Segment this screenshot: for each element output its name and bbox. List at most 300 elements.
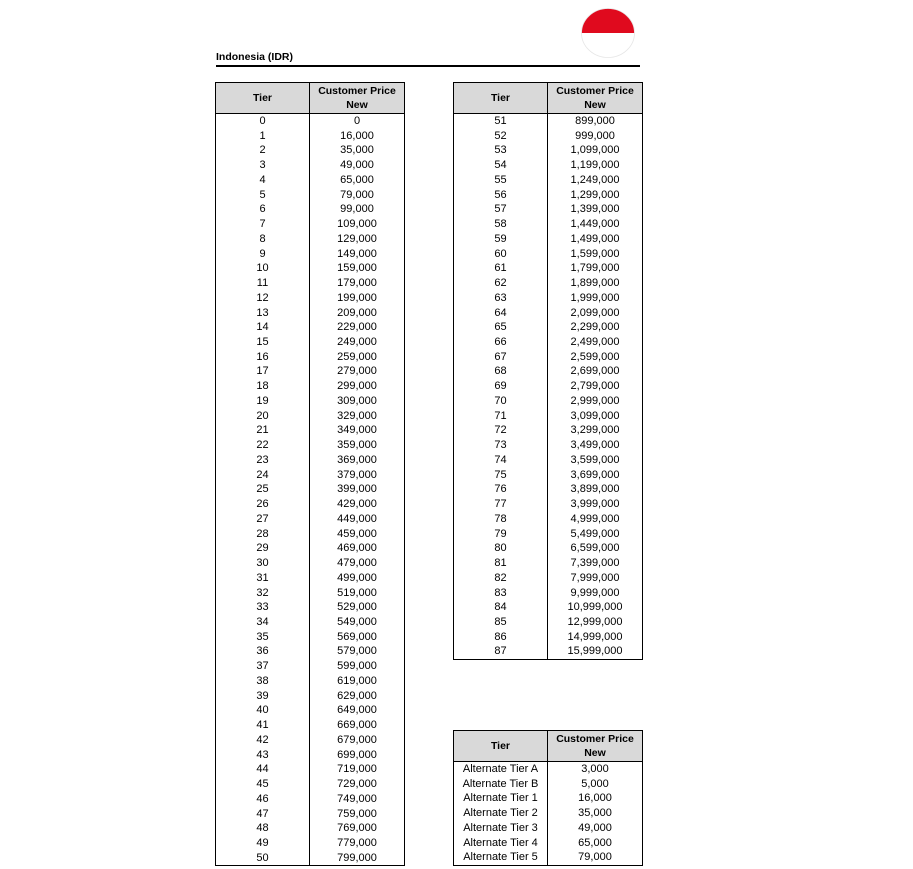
price-cell: 309,000 <box>310 394 405 409</box>
price-cell: 3,699,000 <box>548 468 643 483</box>
price-cell: 5,499,000 <box>548 527 643 542</box>
table-row <box>216 703 405 718</box>
table-row <box>454 586 643 601</box>
tier-cell: Alternate Tier 3 <box>454 821 548 836</box>
tier-cell: 30 <box>216 556 310 571</box>
table-row <box>216 291 405 306</box>
table-row <box>454 644 643 659</box>
price-cell: 3,299,000 <box>548 423 643 438</box>
tier-cell: 33 <box>216 600 310 615</box>
table-row <box>216 409 405 424</box>
price-cell: 10,999,000 <box>548 600 643 615</box>
table-row <box>216 512 405 527</box>
tier-cell: 22 <box>216 438 310 453</box>
tier-cell: 76 <box>454 482 548 497</box>
tier-cell: 23 <box>216 453 310 468</box>
price-cell: 99,000 <box>310 202 405 217</box>
price-cell: 1,999,000 <box>548 291 643 306</box>
table-row <box>454 482 643 497</box>
tier-cell: 32 <box>216 586 310 601</box>
tier-cell: 26 <box>216 497 310 512</box>
tier-cell: 85 <box>454 615 548 630</box>
table-row <box>216 129 405 144</box>
price-cell: 199,000 <box>310 291 405 306</box>
tier-cell: 34 <box>216 615 310 630</box>
table-row <box>454 217 643 232</box>
price-cell: 429,000 <box>310 497 405 512</box>
table-row <box>454 261 643 276</box>
table-row <box>454 850 643 865</box>
tier-cell: 84 <box>454 600 548 615</box>
tier-column-header: Tier <box>216 83 310 114</box>
tier-cell: 6 <box>216 202 310 217</box>
tier-cell: 69 <box>454 379 548 394</box>
tier-cell: Alternate Tier 1 <box>454 791 548 806</box>
tier-cell: 42 <box>216 733 310 748</box>
table-row <box>216 733 405 748</box>
tier-cell: 44 <box>216 762 310 777</box>
price-cell: 7,999,000 <box>548 571 643 586</box>
table-row <box>454 556 643 571</box>
tier-cell: Alternate Tier B <box>454 777 548 792</box>
table-row <box>216 468 405 483</box>
tier-cell: 10 <box>216 261 310 276</box>
table-row <box>216 630 405 645</box>
title-underline <box>216 65 640 67</box>
tier-cell: 63 <box>454 291 548 306</box>
table-row <box>216 762 405 777</box>
tier-cell: 71 <box>454 409 548 424</box>
table-row <box>216 261 405 276</box>
price-cell: 629,000 <box>310 689 405 704</box>
price-column-header <box>310 83 405 114</box>
table-row <box>454 497 643 512</box>
tier-cell: Alternate Tier 5 <box>454 850 548 865</box>
tier-cell: 50 <box>216 851 310 866</box>
price-cell: 569,000 <box>310 630 405 645</box>
tier-cell: Alternate Tier 4 <box>454 836 548 851</box>
tier-cell: 13 <box>216 306 310 321</box>
tier-cell: 28 <box>216 527 310 542</box>
tier-cell: 62 <box>454 276 548 291</box>
tier-cell: 57 <box>454 202 548 217</box>
price-cell: 16,000 <box>310 129 405 144</box>
table-row <box>216 306 405 321</box>
price-cell: 459,000 <box>310 527 405 542</box>
table-row <box>216 527 405 542</box>
price-cell: 579,000 <box>310 644 405 659</box>
tier-cell: 45 <box>216 777 310 792</box>
price-cell: 1,099,000 <box>548 143 643 158</box>
table-row <box>454 143 643 158</box>
tier-cell: 15 <box>216 335 310 350</box>
price-cell: 3,599,000 <box>548 453 643 468</box>
price-cell: 0 <box>310 114 405 129</box>
tier-cell: 27 <box>216 512 310 527</box>
price-cell: 65,000 <box>310 173 405 188</box>
tier-cell: 20 <box>216 409 310 424</box>
table-row <box>454 836 643 851</box>
table-row <box>454 114 643 129</box>
price-cell: 769,000 <box>310 821 405 836</box>
tier-cell: Alternate Tier 2 <box>454 806 548 821</box>
price-tier-table-left <box>215 82 405 866</box>
table-row <box>454 335 643 350</box>
tier-cell: Alternate Tier A <box>454 762 548 777</box>
tier-cell: 40 <box>216 703 310 718</box>
tier-cell: 48 <box>216 821 310 836</box>
tier-cell: 12 <box>216 291 310 306</box>
price-cell: 1,249,000 <box>548 173 643 188</box>
price-cell: 7,399,000 <box>548 556 643 571</box>
tier-cell: 41 <box>216 718 310 733</box>
price-cell: 3,499,000 <box>548 438 643 453</box>
table-row <box>454 453 643 468</box>
table-row <box>216 836 405 851</box>
table-row <box>454 202 643 217</box>
price-cell: 299,000 <box>310 379 405 394</box>
table-row <box>454 630 643 645</box>
table-row <box>454 364 643 379</box>
price-cell: 719,000 <box>310 762 405 777</box>
table-row <box>216 482 405 497</box>
table-row <box>454 394 643 409</box>
table-row <box>454 438 643 453</box>
table-row <box>454 571 643 586</box>
tier-cell: 5 <box>216 188 310 203</box>
tier-cell: 0 <box>216 114 310 129</box>
tier-cell: 55 <box>454 173 548 188</box>
table-row <box>216 659 405 674</box>
price-cell: 129,000 <box>310 232 405 247</box>
price-header-line2: New <box>346 99 368 111</box>
price-cell: 49,000 <box>310 158 405 173</box>
tier-cell: 36 <box>216 644 310 659</box>
indonesia-flag-icon <box>581 8 635 58</box>
table-row <box>216 188 405 203</box>
price-cell: 2,299,000 <box>548 320 643 335</box>
price-cell: 229,000 <box>310 320 405 335</box>
table-row <box>454 409 643 424</box>
tier-cell: 66 <box>454 335 548 350</box>
price-cell: 79,000 <box>548 850 643 865</box>
table-row <box>454 129 643 144</box>
price-cell: 249,000 <box>310 335 405 350</box>
price-cell: 1,799,000 <box>548 261 643 276</box>
tier-cell: 75 <box>454 468 548 483</box>
table-row <box>454 615 643 630</box>
price-cell: 1,299,000 <box>548 188 643 203</box>
price-cell: 549,000 <box>310 615 405 630</box>
price-tier-table-right <box>453 82 643 660</box>
tier-cell: 78 <box>454 512 548 527</box>
table-row <box>216 114 405 129</box>
table-row <box>454 158 643 173</box>
price-cell: 679,000 <box>310 733 405 748</box>
table-row <box>216 718 405 733</box>
price-cell: 519,000 <box>310 586 405 601</box>
table-row <box>454 468 643 483</box>
tier-cell: 18 <box>216 379 310 394</box>
price-cell: 6,599,000 <box>548 541 643 556</box>
price-header-line2: New <box>584 747 606 759</box>
page-title: Indonesia (IDR) <box>216 51 294 63</box>
table-row <box>454 188 643 203</box>
tier-cell: 4 <box>216 173 310 188</box>
price-cell: 16,000 <box>548 791 643 806</box>
tier-cell: 68 <box>454 364 548 379</box>
table-row <box>216 379 405 394</box>
tier-cell: 52 <box>454 129 548 144</box>
table-row <box>216 158 405 173</box>
price-cell: 329,000 <box>310 409 405 424</box>
tier-cell: 64 <box>454 306 548 321</box>
table-row <box>216 748 405 763</box>
price-cell: 1,449,000 <box>548 217 643 232</box>
tier-cell: 2 <box>216 143 310 158</box>
table-row <box>216 247 405 262</box>
price-cell: 3,099,000 <box>548 409 643 424</box>
table-row <box>216 217 405 232</box>
tier-cell: 81 <box>454 556 548 571</box>
price-cell: 649,000 <box>310 703 405 718</box>
price-cell: 35,000 <box>310 143 405 158</box>
table-row <box>216 689 405 704</box>
price-cell: 599,000 <box>310 659 405 674</box>
table-row <box>216 777 405 792</box>
price-header-line1: Customer Price <box>556 733 634 745</box>
price-cell: 35,000 <box>548 806 643 821</box>
price-cell: 2,599,000 <box>548 350 643 365</box>
price-cell: 279,000 <box>310 364 405 379</box>
price-cell: 369,000 <box>310 453 405 468</box>
tier-cell: 72 <box>454 423 548 438</box>
price-cell: 729,000 <box>310 777 405 792</box>
price-cell: 529,000 <box>310 600 405 615</box>
price-cell: 749,000 <box>310 792 405 807</box>
price-cell: 799,000 <box>310 851 405 866</box>
price-cell: 359,000 <box>310 438 405 453</box>
price-cell: 149,000 <box>310 247 405 262</box>
tier-cell: 35 <box>216 630 310 645</box>
table-row <box>216 335 405 350</box>
price-cell: 1,199,000 <box>548 158 643 173</box>
tier-cell: 19 <box>216 394 310 409</box>
tier-cell: 9 <box>216 247 310 262</box>
table-row <box>216 644 405 659</box>
tier-cell: 14 <box>216 320 310 335</box>
tier-cell: 82 <box>454 571 548 586</box>
price-cell: 399,000 <box>310 482 405 497</box>
price-cell: 3,000 <box>548 762 643 777</box>
table-row <box>216 821 405 836</box>
tier-cell: 74 <box>454 453 548 468</box>
tier-cell: 87 <box>454 644 548 659</box>
tier-cell: 21 <box>216 423 310 438</box>
table-row <box>454 247 643 262</box>
table-row <box>454 379 643 394</box>
tier-cell: 70 <box>454 394 548 409</box>
table-row <box>216 556 405 571</box>
table-row <box>216 453 405 468</box>
table-row <box>216 851 405 866</box>
tier-cell: 17 <box>216 364 310 379</box>
price-cell: 499,000 <box>310 571 405 586</box>
price-cell: 1,599,000 <box>548 247 643 262</box>
price-cell: 699,000 <box>310 748 405 763</box>
price-cell: 2,799,000 <box>548 379 643 394</box>
table-row <box>454 791 643 806</box>
price-cell: 5,000 <box>548 777 643 792</box>
tier-cell: 53 <box>454 143 548 158</box>
table-row <box>216 541 405 556</box>
tier-cell: 79 <box>454 527 548 542</box>
tier-cell: 61 <box>454 261 548 276</box>
price-cell: 3,999,000 <box>548 497 643 512</box>
price-cell: 79,000 <box>310 188 405 203</box>
price-header-line1: Customer Price <box>556 85 634 97</box>
price-header-line2: New <box>584 99 606 111</box>
table-row <box>454 821 643 836</box>
table-row <box>216 615 405 630</box>
table-row <box>454 232 643 247</box>
table-row <box>216 143 405 158</box>
table-row <box>216 350 405 365</box>
tier-cell: 24 <box>216 468 310 483</box>
price-cell: 259,000 <box>310 350 405 365</box>
tier-cell: 83 <box>454 586 548 601</box>
price-cell: 65,000 <box>548 836 643 851</box>
tier-cell: 56 <box>454 188 548 203</box>
alternate-tier-table <box>453 730 643 866</box>
price-cell: 4,999,000 <box>548 512 643 527</box>
tier-cell: 11 <box>216 276 310 291</box>
price-cell: 999,000 <box>548 129 643 144</box>
tier-column-header: Tier <box>454 731 548 762</box>
price-cell: 2,699,000 <box>548 364 643 379</box>
table-row <box>454 276 643 291</box>
price-cell: 379,000 <box>310 468 405 483</box>
table-row <box>454 762 643 777</box>
price-cell: 159,000 <box>310 261 405 276</box>
tier-cell: 1 <box>216 129 310 144</box>
price-column-header <box>548 83 643 114</box>
table-row <box>216 497 405 512</box>
tier-cell: 43 <box>216 748 310 763</box>
price-header-line1: Customer Price <box>318 85 396 97</box>
tier-cell: 73 <box>454 438 548 453</box>
price-cell: 12,999,000 <box>548 615 643 630</box>
tier-cell: 86 <box>454 630 548 645</box>
price-cell: 759,000 <box>310 807 405 822</box>
tier-cell: 39 <box>216 689 310 704</box>
tier-cell: 51 <box>454 114 548 129</box>
price-column-header <box>548 731 643 762</box>
tier-cell: 47 <box>216 807 310 822</box>
tier-cell: 8 <box>216 232 310 247</box>
price-cell: 449,000 <box>310 512 405 527</box>
table-row <box>454 777 643 792</box>
table-row <box>216 586 405 601</box>
price-cell: 669,000 <box>310 718 405 733</box>
price-cell: 2,999,000 <box>548 394 643 409</box>
tier-cell: 25 <box>216 482 310 497</box>
price-cell: 49,000 <box>548 821 643 836</box>
table-row <box>216 173 405 188</box>
price-cell: 2,099,000 <box>548 306 643 321</box>
table-row <box>454 306 643 321</box>
price-cell: 469,000 <box>310 541 405 556</box>
table-row <box>216 276 405 291</box>
tier-cell: 38 <box>216 674 310 689</box>
price-cell: 1,499,000 <box>548 232 643 247</box>
table-row <box>216 674 405 689</box>
table-row <box>216 423 405 438</box>
price-cell: 15,999,000 <box>548 644 643 659</box>
table-row <box>454 350 643 365</box>
price-cell: 1,899,000 <box>548 276 643 291</box>
price-cell: 179,000 <box>310 276 405 291</box>
table-row <box>454 320 643 335</box>
table-row <box>454 423 643 438</box>
price-cell: 3,899,000 <box>548 482 643 497</box>
tier-cell: 37 <box>216 659 310 674</box>
tier-cell: 3 <box>216 158 310 173</box>
table-row <box>216 807 405 822</box>
table-row <box>454 806 643 821</box>
price-cell: 109,000 <box>310 217 405 232</box>
tier-cell: 54 <box>454 158 548 173</box>
price-cell: 899,000 <box>548 114 643 129</box>
table-row <box>216 202 405 217</box>
table-row <box>216 232 405 247</box>
price-cell: 2,499,000 <box>548 335 643 350</box>
price-cell: 779,000 <box>310 836 405 851</box>
price-cell: 14,999,000 <box>548 630 643 645</box>
tier-cell: 31 <box>216 571 310 586</box>
tier-cell: 65 <box>454 320 548 335</box>
tier-cell: 46 <box>216 792 310 807</box>
table-row <box>216 792 405 807</box>
tier-column-header: Tier <box>454 83 548 114</box>
tier-cell: 49 <box>216 836 310 851</box>
table-row <box>216 571 405 586</box>
price-cell: 619,000 <box>310 674 405 689</box>
table-row <box>216 394 405 409</box>
price-cell: 1,399,000 <box>548 202 643 217</box>
tier-cell: 60 <box>454 247 548 262</box>
table-row <box>216 364 405 379</box>
table-row <box>454 291 643 306</box>
price-cell: 9,999,000 <box>548 586 643 601</box>
price-cell: 479,000 <box>310 556 405 571</box>
tier-cell: 58 <box>454 217 548 232</box>
price-cell: 209,000 <box>310 306 405 321</box>
table-row <box>454 173 643 188</box>
price-cell: 349,000 <box>310 423 405 438</box>
tier-cell: 77 <box>454 497 548 512</box>
table-row <box>216 600 405 615</box>
tier-cell: 7 <box>216 217 310 232</box>
tier-cell: 80 <box>454 541 548 556</box>
table-row <box>454 541 643 556</box>
table-row <box>216 320 405 335</box>
tier-cell: 67 <box>454 350 548 365</box>
table-row <box>216 438 405 453</box>
table-row <box>454 512 643 527</box>
tier-cell: 59 <box>454 232 548 247</box>
table-row <box>454 600 643 615</box>
